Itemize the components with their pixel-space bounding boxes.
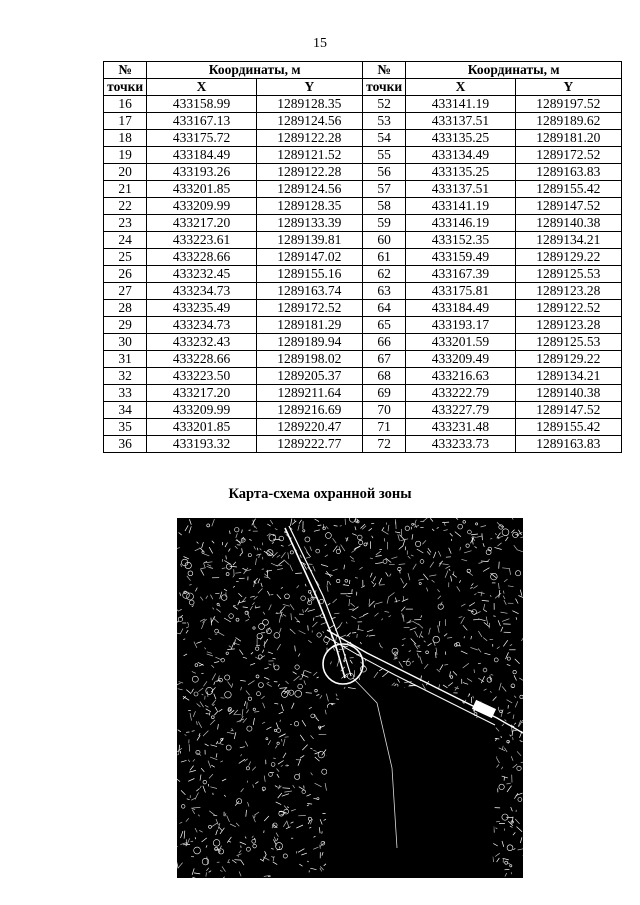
x-coordinate-cell: 433201.59 [406,334,515,351]
table-row [104,198,622,215]
point-number-cell: 19 [104,147,147,164]
point-number-cell: 29 [104,317,147,334]
x-coordinate-cell: 433152.35 [406,232,515,249]
x-coordinate-cell: 433216.63 [406,368,515,385]
point-number-cell: 31 [104,351,147,368]
point-number-cell: 53 [362,113,405,130]
y-coordinate-cell: 1289147.52 [515,198,621,215]
table-row [104,113,622,130]
y-coordinate-cell: 1289216.69 [256,402,362,419]
point-number-cell: 60 [362,232,405,249]
table-row [104,232,622,249]
x-coordinate-cell: 433193.32 [147,436,256,453]
x-coordinate-cell: 433209.99 [147,402,256,419]
table-row [104,419,622,436]
point-number-cell: 58 [362,198,405,215]
point-number-cell: 56 [362,164,405,181]
y-coordinate-cell: 1289163.83 [515,436,621,453]
y-header: Y [256,79,362,96]
point-number-cell: 69 [362,385,405,402]
y-coordinate-cell: 1289189.62 [515,113,621,130]
table-row [104,334,622,351]
x-coordinate-cell: 433193.26 [147,164,256,181]
point-label-header: точки [104,79,147,96]
x-coordinate-cell: 433222.79 [406,385,515,402]
x-coordinate-cell: 433232.43 [147,334,256,351]
x-coordinate-cell: 433167.13 [147,113,256,130]
point-number-cell: 22 [104,198,147,215]
y-coordinate-cell: 1289121.52 [256,147,362,164]
table-row [104,368,622,385]
y-header: Y [515,79,621,96]
y-coordinate-cell: 1289222.77 [256,436,362,453]
y-coordinate-cell: 1289163.83 [515,164,621,181]
x-coordinate-cell: 433231.48 [406,419,515,436]
coordinates-header: Координаты, м [147,62,363,79]
x-coordinate-cell: 433209.49 [406,351,515,368]
point-number-cell: 25 [104,249,147,266]
x-coordinate-cell: 433184.49 [406,300,515,317]
y-coordinate-cell: 1289128.35 [256,96,362,113]
point-number-cell: 18 [104,130,147,147]
x-header: X [406,79,515,96]
point-number-cell: 26 [104,266,147,283]
y-coordinate-cell: 1289172.52 [515,147,621,164]
x-coordinate-cell: 433193.17 [406,317,515,334]
point-number-cell: 17 [104,113,147,130]
y-coordinate-cell: 1289211.64 [256,385,362,402]
table-header-row-1 [104,62,622,79]
x-coordinate-cell: 433158.99 [147,96,256,113]
y-coordinate-cell: 1289122.28 [256,130,362,147]
y-coordinate-cell: 1289129.22 [515,351,621,368]
x-coordinate-cell: 433217.20 [147,215,256,232]
x-coordinate-cell: 433159.49 [406,249,515,266]
x-coordinate-cell: 433235.49 [147,300,256,317]
point-number-cell: 21 [104,181,147,198]
table-row [104,300,622,317]
y-coordinate-cell: 1289181.29 [256,317,362,334]
point-number-cell: 63 [362,283,405,300]
x-coordinate-cell: 433209.99 [147,198,256,215]
x-coordinate-cell: 433234.73 [147,317,256,334]
point-number-cell: 61 [362,249,405,266]
y-coordinate-cell: 1289140.38 [515,385,621,402]
point-number-cell: 52 [362,96,405,113]
x-coordinate-cell: 433228.66 [147,249,256,266]
table-row [104,402,622,419]
table-row [104,164,622,181]
table-row [104,215,622,232]
table-row [104,130,622,147]
x-coordinate-cell: 433167.39 [406,266,515,283]
point-number-cell: 20 [104,164,147,181]
x-coordinate-cell: 433137.51 [406,181,515,198]
y-coordinate-cell: 1289134.21 [515,368,621,385]
y-coordinate-cell: 1289123.28 [515,317,621,334]
point-number-cell: 54 [362,130,405,147]
x-coordinate-cell: 433135.25 [406,164,515,181]
point-label-header: точки [362,79,405,96]
x-coordinate-cell: 433217.20 [147,385,256,402]
x-coordinate-cell: 433184.49 [147,147,256,164]
y-coordinate-cell: 1289220.47 [256,419,362,436]
y-coordinate-cell: 1289197.52 [515,96,621,113]
x-coordinate-cell: 433201.85 [147,419,256,436]
point-number-cell: 35 [104,419,147,436]
point-number-cell: 66 [362,334,405,351]
point-number-cell: 62 [362,266,405,283]
table-header-row-2 [104,79,622,96]
point-number-cell: 27 [104,283,147,300]
table-body [104,96,622,453]
x-coordinate-cell: 433141.19 [406,96,515,113]
point-number-cell: 30 [104,334,147,351]
table-row [104,436,622,453]
map-title: Карта-схема охранной зоны [228,486,412,502]
point-number-cell: 36 [104,436,147,453]
x-header: X [147,79,256,96]
y-coordinate-cell: 1289133.39 [256,215,362,232]
point-number-cell: 70 [362,402,405,419]
point-number-cell: 23 [104,215,147,232]
table-row [104,283,622,300]
x-coordinate-cell: 433146.19 [406,215,515,232]
y-coordinate-cell: 1289124.56 [256,181,362,198]
table-row [104,147,622,164]
x-coordinate-cell: 433232.45 [147,266,256,283]
point-number-cell: 55 [362,147,405,164]
x-coordinate-cell: 433228.66 [147,351,256,368]
table-row [104,266,622,283]
point-number-cell: 34 [104,402,147,419]
y-coordinate-cell: 1289155.42 [515,419,621,436]
point-number-cell: 57 [362,181,405,198]
point-number-cell: 71 [362,419,405,436]
x-coordinate-cell: 433201.85 [147,181,256,198]
point-number-cell: 32 [104,368,147,385]
x-coordinate-cell: 433233.73 [406,436,515,453]
protection-zone-map [177,518,523,878]
x-coordinate-cell: 433137.51 [406,113,515,130]
x-coordinate-cell: 433234.73 [147,283,256,300]
y-coordinate-cell: 1289172.52 [256,300,362,317]
x-coordinate-cell: 433135.25 [406,130,515,147]
point-number-cell: 67 [362,351,405,368]
point-number-cell: 16 [104,96,147,113]
point-number-cell: 65 [362,317,405,334]
y-coordinate-cell: 1289122.52 [515,300,621,317]
point-number-cell: 24 [104,232,147,249]
page-number: 15 [313,36,327,51]
y-coordinate-cell: 1289124.56 [256,113,362,130]
y-coordinate-cell: 1289189.94 [256,334,362,351]
table-row [104,96,622,113]
y-coordinate-cell: 1289205.37 [256,368,362,385]
point-number-cell: 59 [362,215,405,232]
x-coordinate-cell: 433227.79 [406,402,515,419]
y-coordinate-cell: 1289155.16 [256,266,362,283]
point-number-header: № [104,62,147,79]
table-row [104,181,622,198]
coordinates-table [103,61,622,453]
x-coordinate-cell: 433223.50 [147,368,256,385]
point-number-cell: 68 [362,368,405,385]
y-coordinate-cell: 1289125.53 [515,266,621,283]
y-coordinate-cell: 1289129.22 [515,249,621,266]
y-coordinate-cell: 1289181.20 [515,130,621,147]
y-coordinate-cell: 1289139.81 [256,232,362,249]
x-coordinate-cell: 433223.61 [147,232,256,249]
point-number-header: № [362,62,405,79]
point-number-cell: 72 [362,436,405,453]
y-coordinate-cell: 1289125.53 [515,334,621,351]
point-number-cell: 33 [104,385,147,402]
y-coordinate-cell: 1289134.21 [515,232,621,249]
x-coordinate-cell: 433175.72 [147,130,256,147]
y-coordinate-cell: 1289140.38 [515,215,621,232]
x-coordinate-cell: 433141.19 [406,198,515,215]
y-coordinate-cell: 1289122.28 [256,164,362,181]
table-row [104,249,622,266]
table-row [104,351,622,368]
coordinates-header: Координаты, м [406,62,622,79]
y-coordinate-cell: 1289155.42 [515,181,621,198]
table-row [104,317,622,334]
y-coordinate-cell: 1289128.35 [256,198,362,215]
x-coordinate-cell: 433134.49 [406,147,515,164]
y-coordinate-cell: 1289147.02 [256,249,362,266]
map-image [177,518,523,878]
y-coordinate-cell: 1289163.74 [256,283,362,300]
point-number-cell: 28 [104,300,147,317]
point-number-cell: 64 [362,300,405,317]
table-row [104,385,622,402]
x-coordinate-cell: 433175.81 [406,283,515,300]
y-coordinate-cell: 1289198.02 [256,351,362,368]
y-coordinate-cell: 1289147.52 [515,402,621,419]
y-coordinate-cell: 1289123.28 [515,283,621,300]
